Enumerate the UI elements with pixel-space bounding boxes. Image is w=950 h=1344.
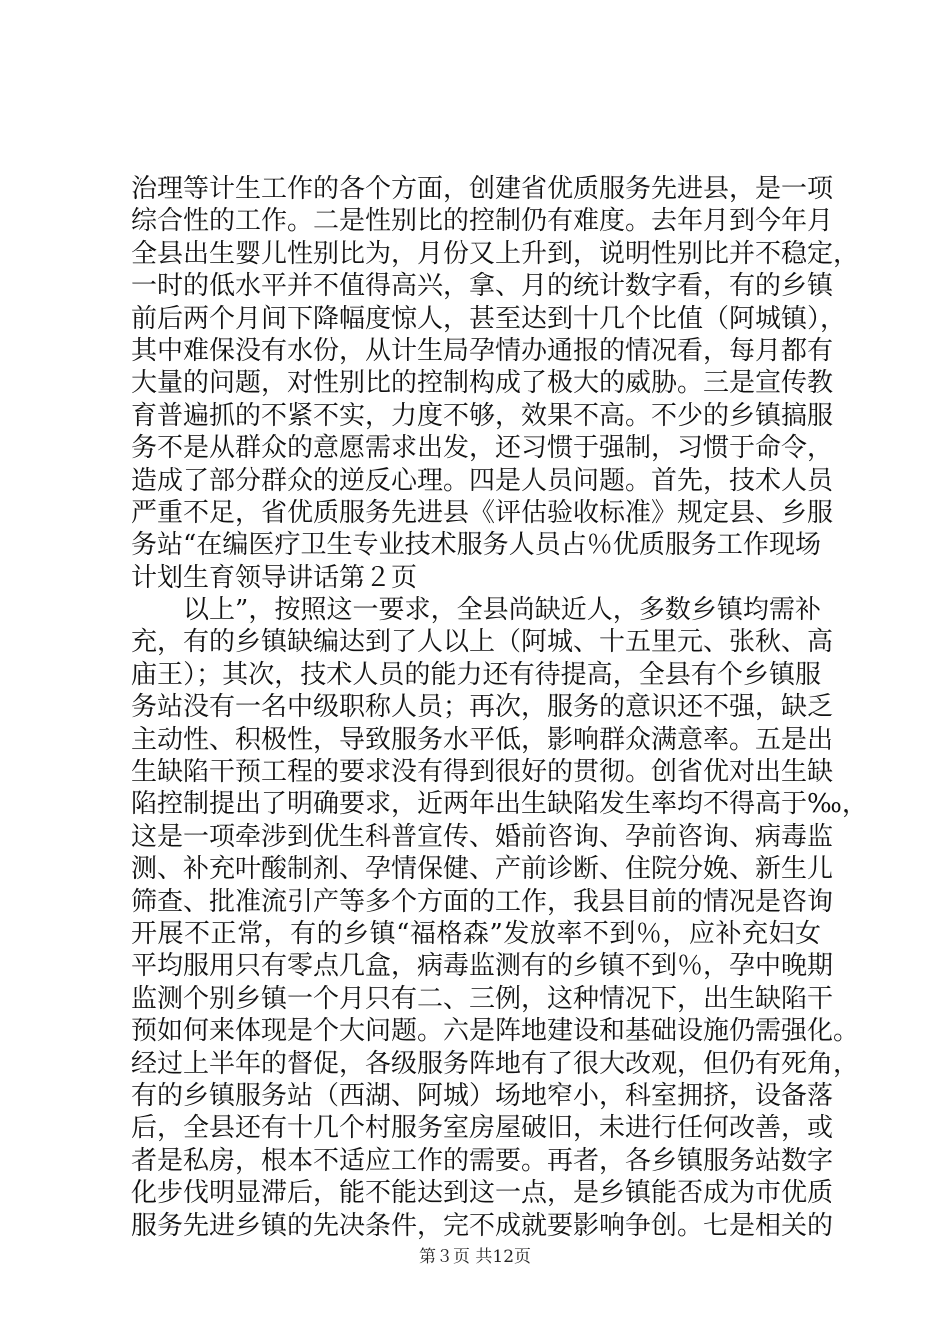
- text-line: 治理等计生工作的各个方面，创建省优质服务先进县，是一项: [131, 174, 834, 204]
- text-line: 测、补充叶酸制剂、孕情保健、产前诊断、住院分娩、新生儿: [131, 854, 834, 885]
- text-line: 生缺陷干预工程的要求没有得到很好的贯彻。创省优对出生缺: [131, 757, 834, 788]
- text-line: 严重不足，省优质服务先进县《评估验收标准》规定县、乡服: [131, 497, 834, 528]
- text-line: 筛查、批准流引产等多个方面的工作，我县目前的情况是咨询: [131, 886, 834, 917]
- text-line: 监测个别乡镇一个月只有二、三例，这种情况下，出生缺陷干: [131, 983, 834, 1014]
- text-line: 全县出生婴儿性别比为，月份又上升到，说明性别比并不稳定，: [131, 238, 860, 269]
- text-line: 经过上半年的督促，各级服务阵地有了很大改观，但仍有死角，: [131, 1048, 860, 1079]
- paragraph: [131, 594, 868, 1242]
- text-line: 平均服用只有零点几盒，病毒监测有的乡镇不到％，孕中晚期: [131, 951, 834, 982]
- text-line: 大量的问题，对性别比的控制构成了极大的威胁。三是宣传教: [131, 368, 834, 399]
- text-line: 化步伐明显滞后，能不能达到这一点，是乡镇能否成为市优质: [131, 1178, 834, 1209]
- text-line: 预如何来体现是个大问题。六是阵地建设和基础设施仍需强化。: [131, 1016, 860, 1047]
- page-footer: 第３页 共12页: [418, 1247, 532, 1267]
- document-body: [131, 173, 868, 1242]
- text-line: 庙王）；其次，技术人员的能力还有待提高，全县有个乡镇服: [131, 659, 821, 690]
- text-line: 有的乡镇服务站（西湖、阿城）场地窄小，科室拥挤，设备落: [131, 1080, 834, 1111]
- text-line: 充，有的乡镇缺编达到了人以上（阿城、十五里元、张秋、高: [131, 627, 834, 658]
- text-line: 一时的低水平并不值得高兴，拿、月的统计数字看，有的乡镇: [131, 271, 834, 302]
- text-line: 育普遍抓的不紧不实，力度不够，效果不高。不少的乡镇搞服: [131, 400, 834, 431]
- paragraph: [131, 173, 860, 594]
- text-line: 主动性、积极性，导致服务水平低，影响群众满意率。五是出: [131, 724, 834, 755]
- text-line: 这是一项牵涉到优生科普宣传、婚前咨询、孕前咨询、病毒监: [131, 821, 834, 852]
- text-line: 前后两个月间下降幅度惊人，甚至达到十几个比值（阿城镇），: [131, 303, 847, 334]
- text-line: 服务先进乡镇的先决条件，完不成就要影响争创。七是相关的: [131, 1210, 834, 1241]
- text-line: 以上”，按照这一要求，全县尚缺近人，多数乡镇均需补: [183, 595, 821, 626]
- text-line: 务站“在编医疗卫生专业技术服务人员占％优质服务工作现场: [131, 530, 821, 561]
- text-line: 后，全县还有十几个村服务室房屋破旧，未进行任何改善，或: [131, 1113, 834, 1144]
- text-line: 综合性的工作。二是性别比的控制仍有难度。去年月到今年月: [131, 206, 834, 237]
- text-line: 陷控制提出了明确要求，近两年出生缺陷发生率均不得高于‰，: [131, 789, 868, 820]
- text-line: 造成了部分群众的逆反心理。四是人员问题。首先，技术人员: [131, 465, 834, 496]
- text-line: 务不是从群众的意愿需求出发，还习惯于强制，习惯于命令，: [131, 433, 834, 464]
- text-line: 其中难保没有水份，从计生局孕情办通报的情况看，每月都有: [131, 335, 834, 366]
- text-line: 计划生育领导讲话第２页: [131, 562, 418, 593]
- text-line: 者是私房，根本不适应工作的需要。再者，各乡镇服务站数字: [131, 1145, 834, 1176]
- text-line: 开展不正常，有的乡镇“福格森”发放率不到％，应补充妇女: [131, 918, 821, 949]
- text-line: 务站没有一名中级职称人员；再次，服务的意识还不强，缺乏: [131, 692, 834, 723]
